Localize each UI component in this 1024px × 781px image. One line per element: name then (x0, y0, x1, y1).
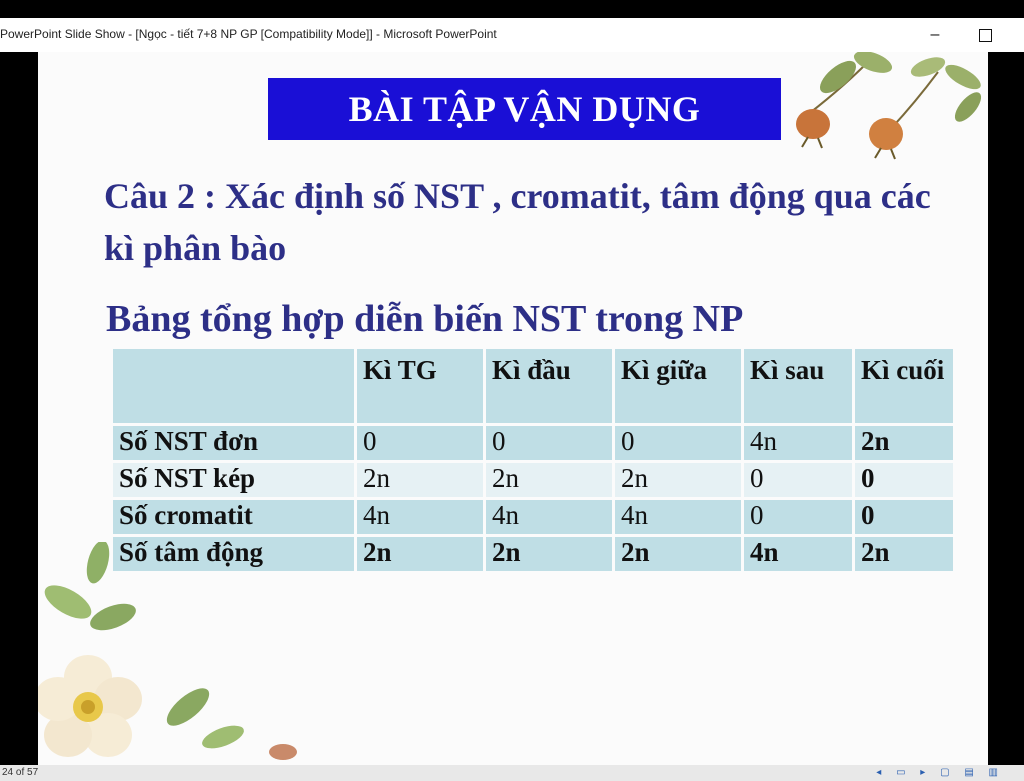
table-cell: 0 (744, 463, 852, 497)
table-cell: 4n (615, 500, 741, 534)
table-cell: 2n (357, 537, 483, 571)
table-header-row (113, 349, 953, 423)
table-cell: 4n (357, 500, 483, 534)
slide-banner (268, 78, 781, 140)
table-cell: 0 (855, 500, 953, 534)
table-cell: 4n (744, 426, 852, 460)
table-cell: 4n (486, 500, 612, 534)
row-label: Số cromatit (113, 500, 354, 534)
table-cell: 0 (615, 426, 741, 460)
table-cell: 2n (855, 426, 953, 460)
table-cell: 0 (744, 500, 852, 534)
table-cell: 2n (486, 537, 612, 571)
table-cell: 2n (615, 537, 741, 571)
slide-canvas[interactable] (38, 52, 988, 765)
header-cell: Kì cuối (855, 349, 953, 423)
flower-decoration (38, 542, 308, 765)
table-row (113, 500, 953, 534)
table-cell: 0 (486, 426, 612, 460)
maximize-button[interactable] (972, 22, 998, 48)
header-cell: Kì đầu (486, 349, 612, 423)
screen-top-border (0, 0, 1024, 18)
table-cell: 2n (855, 537, 953, 571)
table-cell: 0 (855, 463, 953, 497)
slideshow-statusbar (0, 765, 1024, 781)
row-label: Số NST đơn (113, 426, 354, 460)
right-letterbox (988, 52, 1024, 765)
banner-text: BÀI TẬP VẬN DỤNG (348, 89, 701, 129)
maximize-icon (979, 29, 992, 42)
slide-counter: 24 of 57 (2, 767, 39, 778)
header-cell: Kì TG (357, 349, 483, 423)
table-row (113, 426, 953, 460)
table-cell: 0 (357, 426, 483, 460)
table-row (113, 537, 953, 571)
header-cell (113, 349, 354, 423)
window-titlebar (0, 18, 1024, 52)
table-title: Bảng tổng hợp diễn biến NST trong NP (106, 298, 744, 340)
table-cell: 4n (744, 537, 852, 571)
table-cell: 2n (357, 463, 483, 497)
table-cell: 2n (486, 463, 612, 497)
minimize-button[interactable] (922, 22, 948, 48)
header-cell: Kì giữa (615, 349, 741, 423)
window-title: PowerPoint Slide Show - [Ngọc - tiết 7+8 NP GP [Compatibility Mode]] - Microsoft PowerPoint (0, 27, 497, 41)
left-letterbox (0, 52, 38, 765)
question-text: Câu 2 : Xác định số NST , cromatit, tâm động qua các kì phân bào (104, 176, 931, 268)
table-cell: 2n (615, 463, 741, 497)
header-cell: Kì sau (744, 349, 852, 423)
row-label: Số tâm động (113, 537, 354, 571)
minimize-icon: – (930, 26, 940, 43)
summary-table (110, 346, 956, 574)
view-controls-icon[interactable]: ◂ ▭ ▸ ▢ ▤ ▥ (876, 767, 1004, 778)
table-row (113, 463, 953, 497)
row-label: Số NST kép (113, 463, 354, 497)
